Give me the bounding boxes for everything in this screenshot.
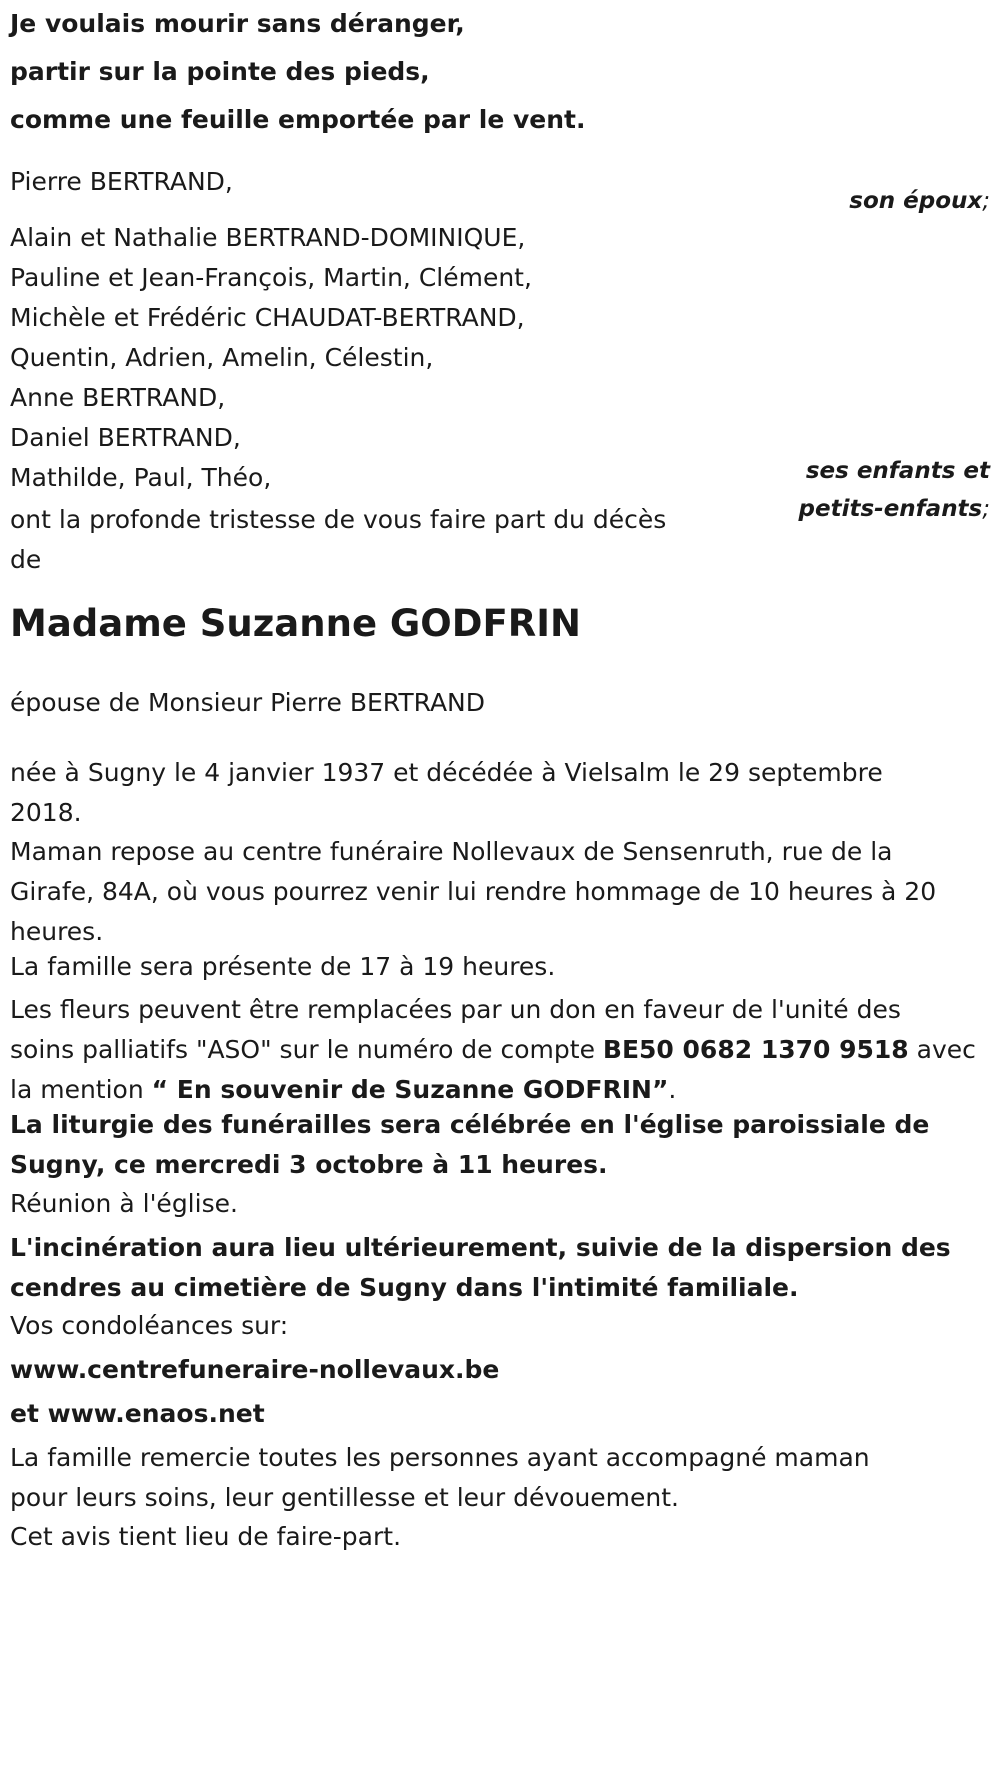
child-entry: Daniel BERTRAND,	[10, 423, 241, 452]
announcement-line1: ont la profonde tristesse de vous faire part du décès	[10, 505, 667, 534]
child-entry: Anne BERTRAND,	[10, 383, 226, 412]
announcement-line2: de	[10, 545, 42, 574]
children-role	[799, 452, 990, 528]
repose-info	[10, 832, 990, 952]
announcement	[10, 500, 666, 580]
children-role-line2	[799, 490, 990, 528]
child-entry: Quentin, Adrien, Amelin, Célestin,	[10, 343, 434, 372]
condolences-site2[interactable]: et www.enaos.net	[10, 1399, 265, 1428]
family-present: La famille sera présente de 17 à 19 heures.	[10, 952, 556, 981]
thanks-line1: La famille remercie toutes les personnes ayant accompagné maman	[10, 1443, 870, 1472]
flowers-line3-pre: la mention	[10, 1075, 152, 1104]
child-entry: Alain et Nathalie BERTRAND-DOMINIQUE,	[10, 223, 526, 252]
spouse-role	[849, 182, 990, 220]
repose-line1: Maman repose au centre funéraire Nollevaux de Sensenruth, rue de la	[10, 837, 893, 866]
liturgy-line2: Sugny, ce mercredi 3 octobre à 11 heures.	[10, 1150, 608, 1179]
children-role-sep: ;	[982, 496, 990, 522]
spouse-name: Pierre BERTRAND,	[10, 167, 233, 196]
children-role-label: petits-enfants	[798, 496, 983, 522]
mention-text: “ En souvenir de Suzanne GODFRIN”	[151, 1075, 669, 1104]
condolences-site1[interactable]: www.centrefuneraire-nollevaux.be	[10, 1355, 500, 1384]
birth-death	[10, 753, 990, 833]
child-entry: Pauline et Jean-François, Martin, Clément,	[10, 263, 532, 292]
children-role-line1: ses enfants et	[805, 458, 990, 484]
child-entry: Michèle et Frédéric CHAUDAT-BERTRAND,	[10, 303, 525, 332]
spouse-role-label: son époux	[849, 188, 983, 214]
flowers-line2	[10, 1030, 990, 1070]
closing-note: Cet avis tient lieu de faire-part.	[10, 1522, 402, 1551]
repose-line2: Girafe, 84A, où vous pourrez venir lui rendre hommage de 10 heures à 20	[10, 877, 937, 906]
spouse-role-sep: ;	[982, 188, 990, 214]
flowers-line2-post: avec	[908, 1035, 976, 1064]
flowers-line3	[10, 1070, 990, 1110]
cremation-line2: cendres au cimetière de Sugny dans l'intimité familiale.	[10, 1273, 799, 1302]
birth-line1: née à Sugny le 4 janvier 1937 et décédée à Vielsalm le 29 septembre	[10, 758, 883, 787]
repose-line3: heures.	[10, 917, 104, 946]
poem-line: Je voulais mourir sans déranger,	[10, 9, 465, 38]
flowers-info	[10, 990, 990, 1110]
cremation-info	[10, 1228, 990, 1308]
condolences-label: Vos condoléances sur:	[10, 1311, 289, 1340]
flowers-line3-post: .	[668, 1075, 677, 1104]
liturgy-line1: La liturgie des funérailles sera célébrée en l'église paroissiale de	[10, 1110, 930, 1139]
cremation-line1: L'incinération aura lieu ultérieurement, suivie de la dispersion des	[10, 1233, 951, 1262]
thanks-line2: pour leurs soins, leur gentillesse et leur dévouement.	[10, 1483, 679, 1512]
child-entry: Mathilde, Paul, Théo,	[10, 463, 272, 492]
wife-of: épouse de Monsieur Pierre BERTRAND	[10, 688, 485, 717]
poem	[10, 0, 586, 144]
poem-line: comme une feuille emportée par le vent.	[10, 105, 586, 134]
deceased-name: Madame Suzanne GODFRIN	[10, 602, 581, 645]
flowers-line1: Les fleurs peuvent être remplacées par un don en faveur de l'unité des	[10, 995, 901, 1024]
account-number: BE50 0682 1370 9518	[602, 1035, 909, 1064]
children-list	[10, 218, 532, 498]
poem-line: partir sur la pointe des pieds,	[10, 57, 430, 86]
liturgy-info	[10, 1105, 990, 1185]
flowers-line2-pre: soins palliatifs "ASO" sur le numéro de compte	[10, 1035, 603, 1064]
thanks-info	[10, 1438, 990, 1518]
birth-line2: 2018.	[10, 798, 82, 827]
meeting-info: Réunion à l'église.	[10, 1189, 238, 1218]
